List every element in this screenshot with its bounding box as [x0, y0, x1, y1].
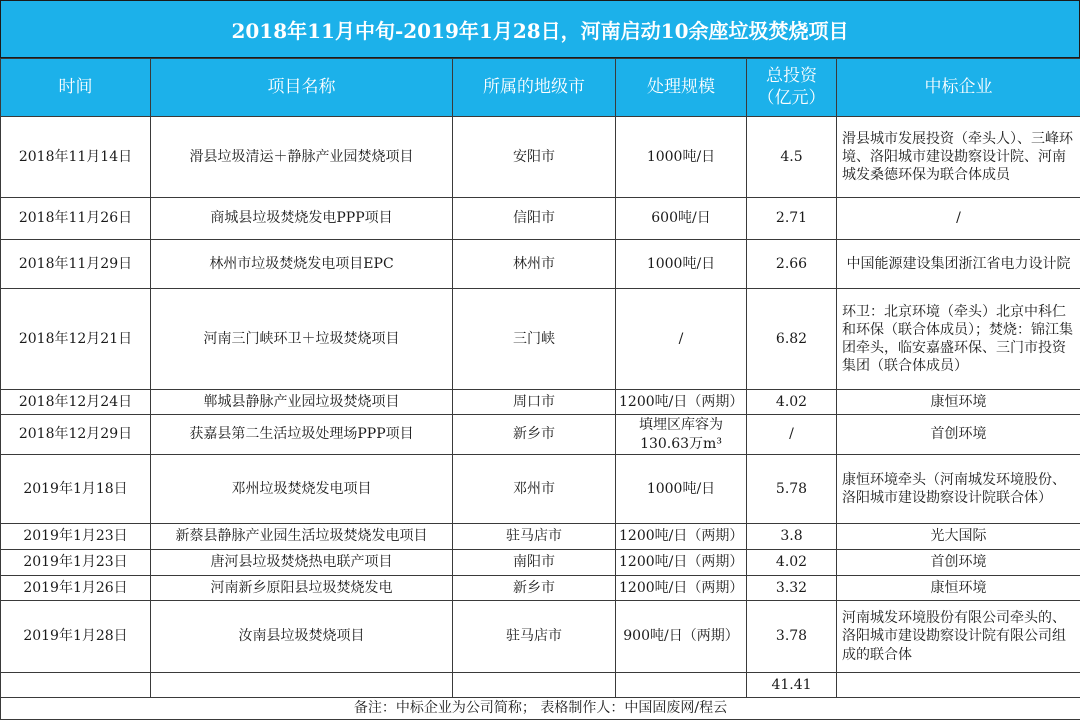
header-date: 时间: [1, 59, 151, 117]
cell-investment: /: [747, 415, 837, 455]
table-row: [1, 550, 1080, 576]
table-row: [1, 289, 1080, 390]
cell-date: 2019年1月26日: [1, 576, 151, 601]
cell-scale: 600吨/日: [616, 198, 747, 240]
cell-city: 新乡市: [453, 576, 616, 601]
header-city: 所属的地级市: [453, 59, 616, 117]
table-row: [1, 524, 1080, 550]
cell-investment: 2.71: [747, 198, 837, 240]
cell-winner: 康恒环境: [837, 390, 1080, 415]
cell-date: 2019年1月18日: [1, 455, 151, 524]
cell-project: 河南三门峡环卫＋垃圾焚烧项目: [151, 289, 453, 390]
cell-city: 南阳市: [453, 550, 616, 576]
cell-date: 2018年11月14日: [1, 117, 151, 198]
cell-winner: 滑县城市发展投资（牵头人）、三峰环境、洛阳城市建设勘察设计院、河南城发桑德环保为联合体成员: [837, 117, 1080, 198]
cell-project: 郸城县静脉产业园垃圾焚烧项目: [151, 390, 453, 415]
cell-project: 商城县垃圾焚烧发电PPP项目: [151, 198, 453, 240]
cell-city: 周口市: [453, 390, 616, 415]
projects-table: [0, 58, 1080, 720]
cell-city: 邓州市: [453, 455, 616, 524]
cell-project: 汝南县垃圾焚烧项目: [151, 601, 453, 673]
header-winner: 中标企业: [837, 59, 1080, 117]
cell-scale: /: [616, 289, 747, 390]
cell-investment: 6.82: [747, 289, 837, 390]
header-investment: 总投资 （亿元）: [747, 59, 837, 117]
cell-investment: 3.32: [747, 576, 837, 601]
cell-date: 2018年12月21日: [1, 289, 151, 390]
cell-date: 2018年12月24日: [1, 390, 151, 415]
cell-investment: 3.8: [747, 524, 837, 550]
cell-winner: 康恒环境: [837, 576, 1080, 601]
table-row: [1, 415, 1080, 455]
cell-project: 邓州垃圾焚烧发电项目: [151, 455, 453, 524]
cell-project: 获嘉县第二生活垃圾处理场PPP项目: [151, 415, 453, 455]
header-project: 项目名称: [151, 59, 453, 117]
cell-project: 新蔡县静脉产业园生活垃圾焚烧发电项目: [151, 524, 453, 550]
cell-scale: 900吨/日（两期）: [616, 601, 747, 673]
table-row: [1, 455, 1080, 524]
cell-date: 2019年1月28日: [1, 601, 151, 673]
cell-investment: 5.78: [747, 455, 837, 524]
footnote: 备注：中标企业为公司简称； 表格制作人：中国固废网/程云: [1, 698, 1080, 720]
cell-winner: 康恒环境牵头（河南城发环境股份、洛阳城市建设勘察设计院联合体）: [837, 455, 1080, 524]
cell-project: 河南新乡原阳县垃圾焚烧发电: [151, 576, 453, 601]
cell-investment: 4.02: [747, 550, 837, 576]
cell-scale: 填埋区库容为130.63万m³: [616, 415, 747, 455]
cell-city: 三门峡: [453, 289, 616, 390]
cell-project: 唐河县垃圾焚烧热电联产项目: [151, 550, 453, 576]
cell-city: 驻马店市: [453, 601, 616, 673]
note-row: [1, 698, 1080, 720]
cell-city: 安阳市: [453, 117, 616, 198]
cell-scale: 1200吨/日（两期）: [616, 390, 747, 415]
cell-winner: 环卫：北京环境（牵头）北京中科仁和环保（联合体成员）；焚烧：锦江集团牵头，临安嘉盛环保、三门市投资集团（联合体成员）: [837, 289, 1080, 390]
table-row: [1, 240, 1080, 289]
cell-scale: 1000吨/日: [616, 455, 747, 524]
cell-winner: 光大国际: [837, 524, 1080, 550]
cell-scale: 1200吨/日（两期）: [616, 576, 747, 601]
table-row: [1, 576, 1080, 601]
cell-scale: 1200吨/日（两期）: [616, 550, 747, 576]
cell-city: 驻马店市: [453, 524, 616, 550]
table-row: [1, 198, 1080, 240]
cell-city: 新乡市: [453, 415, 616, 455]
table-title: 2018年11月中旬-2019年1月28日，河南启动10余座垃圾焚烧项目: [0, 0, 1080, 58]
cell-city: 林州市: [453, 240, 616, 289]
cell-project: 滑县垃圾清运＋静脉产业园焚烧项目: [151, 117, 453, 198]
cell-winner: 首创环境: [837, 415, 1080, 455]
cell-investment: 4.02: [747, 390, 837, 415]
cell-winner: 中国能源建设集团浙江省电力设计院: [837, 240, 1080, 289]
cell-date: 2018年11月29日: [1, 240, 151, 289]
cell-winner: /: [837, 198, 1080, 240]
header-scale: 处理规模: [616, 59, 747, 117]
cell-scale: 1000吨/日: [616, 240, 747, 289]
cell-scale: 1200吨/日（两期）: [616, 524, 747, 550]
table-row: [1, 117, 1080, 198]
cell-date: 2018年12月29日: [1, 415, 151, 455]
cell-winner: 首创环境: [837, 550, 1080, 576]
cell-investment: 2.66: [747, 240, 837, 289]
cell-date: 2019年1月23日: [1, 550, 151, 576]
cell-date: 2019年1月23日: [1, 524, 151, 550]
cell-winner: 河南城发环境股份有限公司牵头的、洛阳城市建设勘察设计院有限公司组成的联合体: [837, 601, 1080, 673]
cell-project: 林州市垃圾焚烧发电项目EPC: [151, 240, 453, 289]
total-row: [1, 673, 1080, 698]
table-row: [1, 390, 1080, 415]
cell-investment: 3.78: [747, 601, 837, 673]
table-row: [1, 601, 1080, 673]
cell-date: 2018年11月26日: [1, 198, 151, 240]
cell-investment: 4.5: [747, 117, 837, 198]
total-investment: 41.41: [747, 673, 837, 698]
cell-scale: 1000吨/日: [616, 117, 747, 198]
header-row: [1, 59, 1080, 117]
cell-city: 信阳市: [453, 198, 616, 240]
